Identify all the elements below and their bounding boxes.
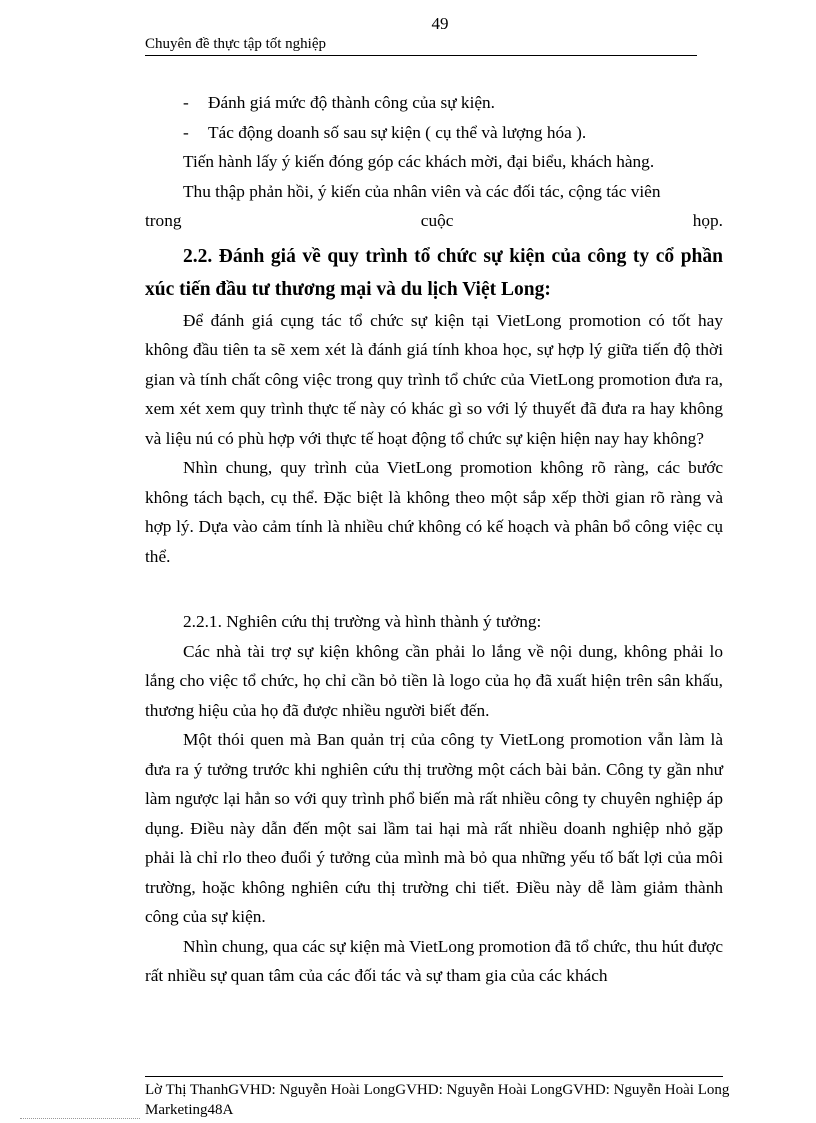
paragraph-feedback-staff: Thu thập phản hồi, ý kiến của nhân viên và các đối tác, cộng tác viên <box>183 181 661 201</box>
word: họp. <box>692 211 723 230</box>
footer-author-line: Lờ Thị ThanhGVHD: Nguyễn Hoài LongGVHD: Nguyễn Hoài LongGVHD: Nguyễn Hoài Long <box>145 1082 730 1098</box>
page-footer <box>145 1080 805 1120</box>
paragraph: Nhìn chung, qua các sự kiện mà VietLong promotion đã tổ chức, thu hút được rất nhiều sự quan tâm của các đối tác và sự tham gia của các khách <box>145 936 723 985</box>
sub-heading: 2.2.1. Nghiên cứu thị trường và hình thành ý tưởng: <box>183 612 542 631</box>
word: trong <box>145 211 182 230</box>
running-header: Chuyên đề thực tập tốt nghiệp <box>145 36 697 56</box>
bullet-item <box>145 118 723 148</box>
word: cuộc <box>420 211 454 230</box>
paragraph-feedback-staff-line2 <box>145 206 723 236</box>
bullet-dash: - <box>183 93 189 112</box>
paragraph: Nhìn chung, quy trình của VietLong promotion không rõ ràng, các bước không tách bạch, cụ thể. Đặc biệt là không theo một sắp xếp thời gian rõ ràng và hợp lý. Dựa vào cảm tính là nhiều chứ không có kế hoạch và phân bổ công việc cụ thể. <box>145 458 723 566</box>
footer-dotted-rule <box>20 1118 140 1119</box>
bullet-item <box>145 88 723 118</box>
section-heading: 2.2. Đánh giá về quy trình tổ chức sự kiện của công ty cổ phần xúc tiến đầu tư thương mại và du lịch Việt Long: <box>145 245 723 300</box>
bullet-text: Tác động doanh số sau sự kiện ( cụ thể và lượng hóa ). <box>208 122 587 142</box>
page-number: 49 <box>431 14 449 33</box>
paragraph: Một thói quen mà Ban quản trị của công ty VietLong promotion vẫn làm là đưa ra ý tưởng trước khi nghiên cứu thị trường một cách bài bản. Công ty gần như làm ngược lại hẳn so với quy trình phổ biến mà rất nhiều công ty chuyên nghiệp áp dụng. Điều này dẫn đến một sai lầm tai hại mà rất nhiều doanh nghiệp nhỏ gặp phải là chỉ rlo theo đuổi ý tưởng của mình mà bỏ qua những yếu tố bất lợi của môi trường, hoặc không nghiên cứu thị trường chi tiết. Điều này dễ làm giảm thành công của sự kiện. <box>145 730 723 926</box>
bullet-text: Đánh giá mức độ thành công của sự kiện. <box>208 93 495 112</box>
footer-class-line: Marketing48A <box>145 1102 234 1118</box>
paragraph-feedback-guests: Tiến hành lấy ý kiến đóng góp các khách mời, đại biểu, khách hàng. <box>183 152 655 171</box>
document-body <box>145 88 723 991</box>
paragraph: Để đánh giá cụng tác tổ chức sự kiện tại VietLong promotion có tốt hay không đầu tiên ta sẽ xem xét là đánh giá tính khoa học, sự hợp lý giữa tiến độ thời gian và tính chất công việc trong quy trình tổ chức của VietLong promotion đưa ra, xem xét xem quy trình thực tế này có khác gì so với lý thuyết đã đưa ra hay không và liệu nú có phù hợp với thực tế hoạt động tổ chức sự kiện hiện nay hay không? <box>145 310 723 448</box>
bullet-dash: - <box>183 122 189 142</box>
paragraph: Các nhà tài trợ sự kiện không cần phải lo lắng về nội dung, không phải lo lắng cho việc tổ chức, họ chỉ cần bỏ tiền là logo của họ đã xuất hiện trên sân khấu, thương hiệu của họ đã được nhiều người biết đến. <box>145 641 723 720</box>
footer-divider <box>145 1076 723 1077</box>
